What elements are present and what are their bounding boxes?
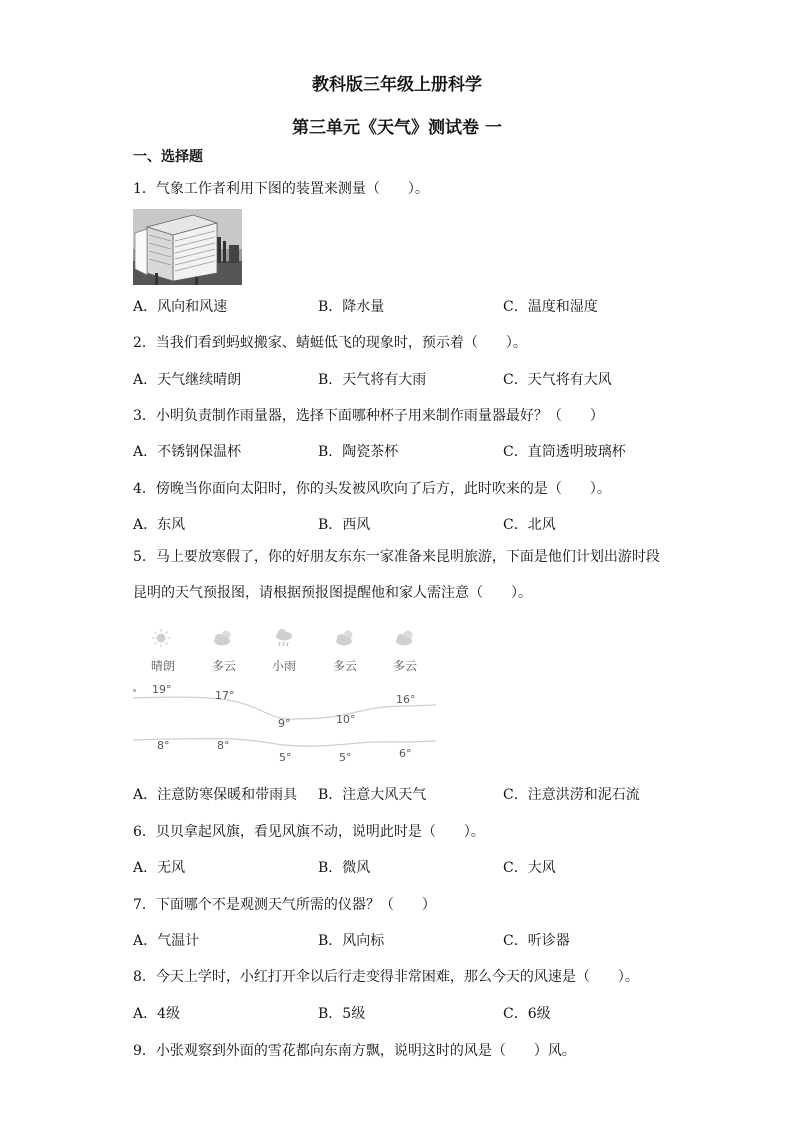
paper-title: 教科版三年级上册科学 [312, 75, 482, 95]
weather-label-day-3: 小雨 [271, 659, 297, 673]
low-temp-day-1: 8° [157, 739, 170, 752]
question-1: 1．气象工作者利用下图的装置来测量（ ）。 [133, 181, 429, 197]
cloudy-icon [396, 631, 413, 646]
rain-icon [276, 629, 292, 646]
section-heading: 一、选择题 [133, 149, 203, 165]
q8-option-a[interactable]: A．4级 [133, 1006, 181, 1022]
weather-label-day-5: 多云 [392, 659, 418, 673]
weather-shelter-photo [133, 209, 242, 285]
q6-option-c[interactable]: C．大风 [503, 860, 556, 876]
question-9: 9．小张观察到外面的雪花都向东南方飘，说明这时的风是（ ）风。 [133, 1043, 576, 1059]
q6-option-b[interactable]: B．微风 [318, 860, 371, 876]
question-5-line-2: 昆明的天气预报图，请根据预报图提醒他和家人需注意（ ）。 [133, 585, 532, 601]
q8-option-c[interactable]: C．6级 [503, 1006, 551, 1022]
question-4: 4．傍晚当你面向太阳时，你的头发被风吹向了后方，此时吹来的是（ ）。 [133, 481, 611, 497]
q4-option-b[interactable]: B．西风 [318, 517, 371, 533]
q4-option-a[interactable]: A．东风 [133, 517, 186, 533]
q1-option-b[interactable]: B．降水量 [318, 299, 385, 315]
q7-option-b[interactable]: B．风向标 [318, 933, 385, 949]
low-temp-day-2: 8° [217, 739, 230, 752]
high-temp-day-3: 9° [278, 717, 291, 730]
q3-option-b[interactable]: B．陶瓷茶杯 [318, 444, 399, 460]
sun-icon [152, 629, 170, 647]
q3-option-c[interactable]: C．直筒透明玻璃杯 [503, 444, 626, 460]
q8-option-b[interactable]: B．5级 [318, 1006, 366, 1022]
q2-option-b[interactable]: B．天气将有大雨 [318, 372, 427, 388]
question-5-line-1: 5．马上要放寒假了，你的好朋友东东一家准备来昆明旅游，下面是他们计划出游时段 [133, 549, 660, 565]
q2-option-c[interactable]: C．天气将有大风 [503, 372, 612, 388]
q6-option-a[interactable]: A．无风 [133, 860, 186, 876]
weather-label-day-2: 多云 [211, 659, 237, 673]
q5-option-c[interactable]: C．注意洪涝和泥石流 [503, 787, 640, 803]
q5-option-b[interactable]: B．注意大风天气 [318, 787, 427, 803]
q3-option-a[interactable]: A．不锈钢保温杯 [133, 444, 242, 460]
weather-label-day-4: 多云 [332, 659, 358, 673]
high-temp-day-4: 10° [336, 713, 356, 726]
q1-option-c[interactable]: C．温度和湿度 [503, 299, 598, 315]
question-2: 2．当我们看到蚂蚁搬家、蜻蜓低飞的现象时，预示着（ ）。 [133, 335, 527, 351]
high-temp-day-1: 19° [152, 683, 172, 696]
question-8: 8．今天上学时，小红打开伞以后行走变得非常困难，那么今天的风速是（ ）。 [133, 969, 639, 985]
cloudy-icon [336, 631, 353, 646]
weather-label-day-1: 晴朗 [150, 659, 176, 673]
high-temperature-curve [133, 697, 436, 719]
q7-option-c[interactable]: C．听诊器 [503, 933, 570, 949]
weather-forecast-chart [133, 622, 438, 770]
q1-option-a[interactable]: A．风向和风速 [133, 299, 228, 315]
low-temperature-curve [133, 739, 436, 747]
q4-option-c[interactable]: C．北风 [503, 517, 556, 533]
high-temp-day-2: 17° [215, 689, 235, 702]
q5-option-a[interactable]: A．注意防寒保暖和带雨具 [133, 787, 298, 803]
question-7: 7．下面哪个不是观测天气所需的仪器？（ ） [133, 897, 436, 913]
question-6: 6．贝贝拿起风旗，看见风旗不动，说明此时是（ ）。 [133, 824, 485, 840]
q7-option-a[interactable]: A．气温计 [133, 933, 200, 949]
low-temp-day-5: 6° [399, 747, 412, 760]
high-temp-day-5: 16° [396, 693, 416, 706]
question-3: 3．小明负责制作雨量器，选择下面哪种杯子用来制作雨量器最好？（ ） [133, 408, 604, 424]
low-temp-day-4: 5° [339, 751, 352, 764]
paper-subtitle: 第三单元《天气》测试卷 一 [292, 118, 502, 138]
low-temp-day-3: 5° [279, 751, 292, 764]
q2-option-a[interactable]: A．天气继续晴朗 [133, 372, 242, 388]
cloudy-icon [214, 631, 231, 646]
